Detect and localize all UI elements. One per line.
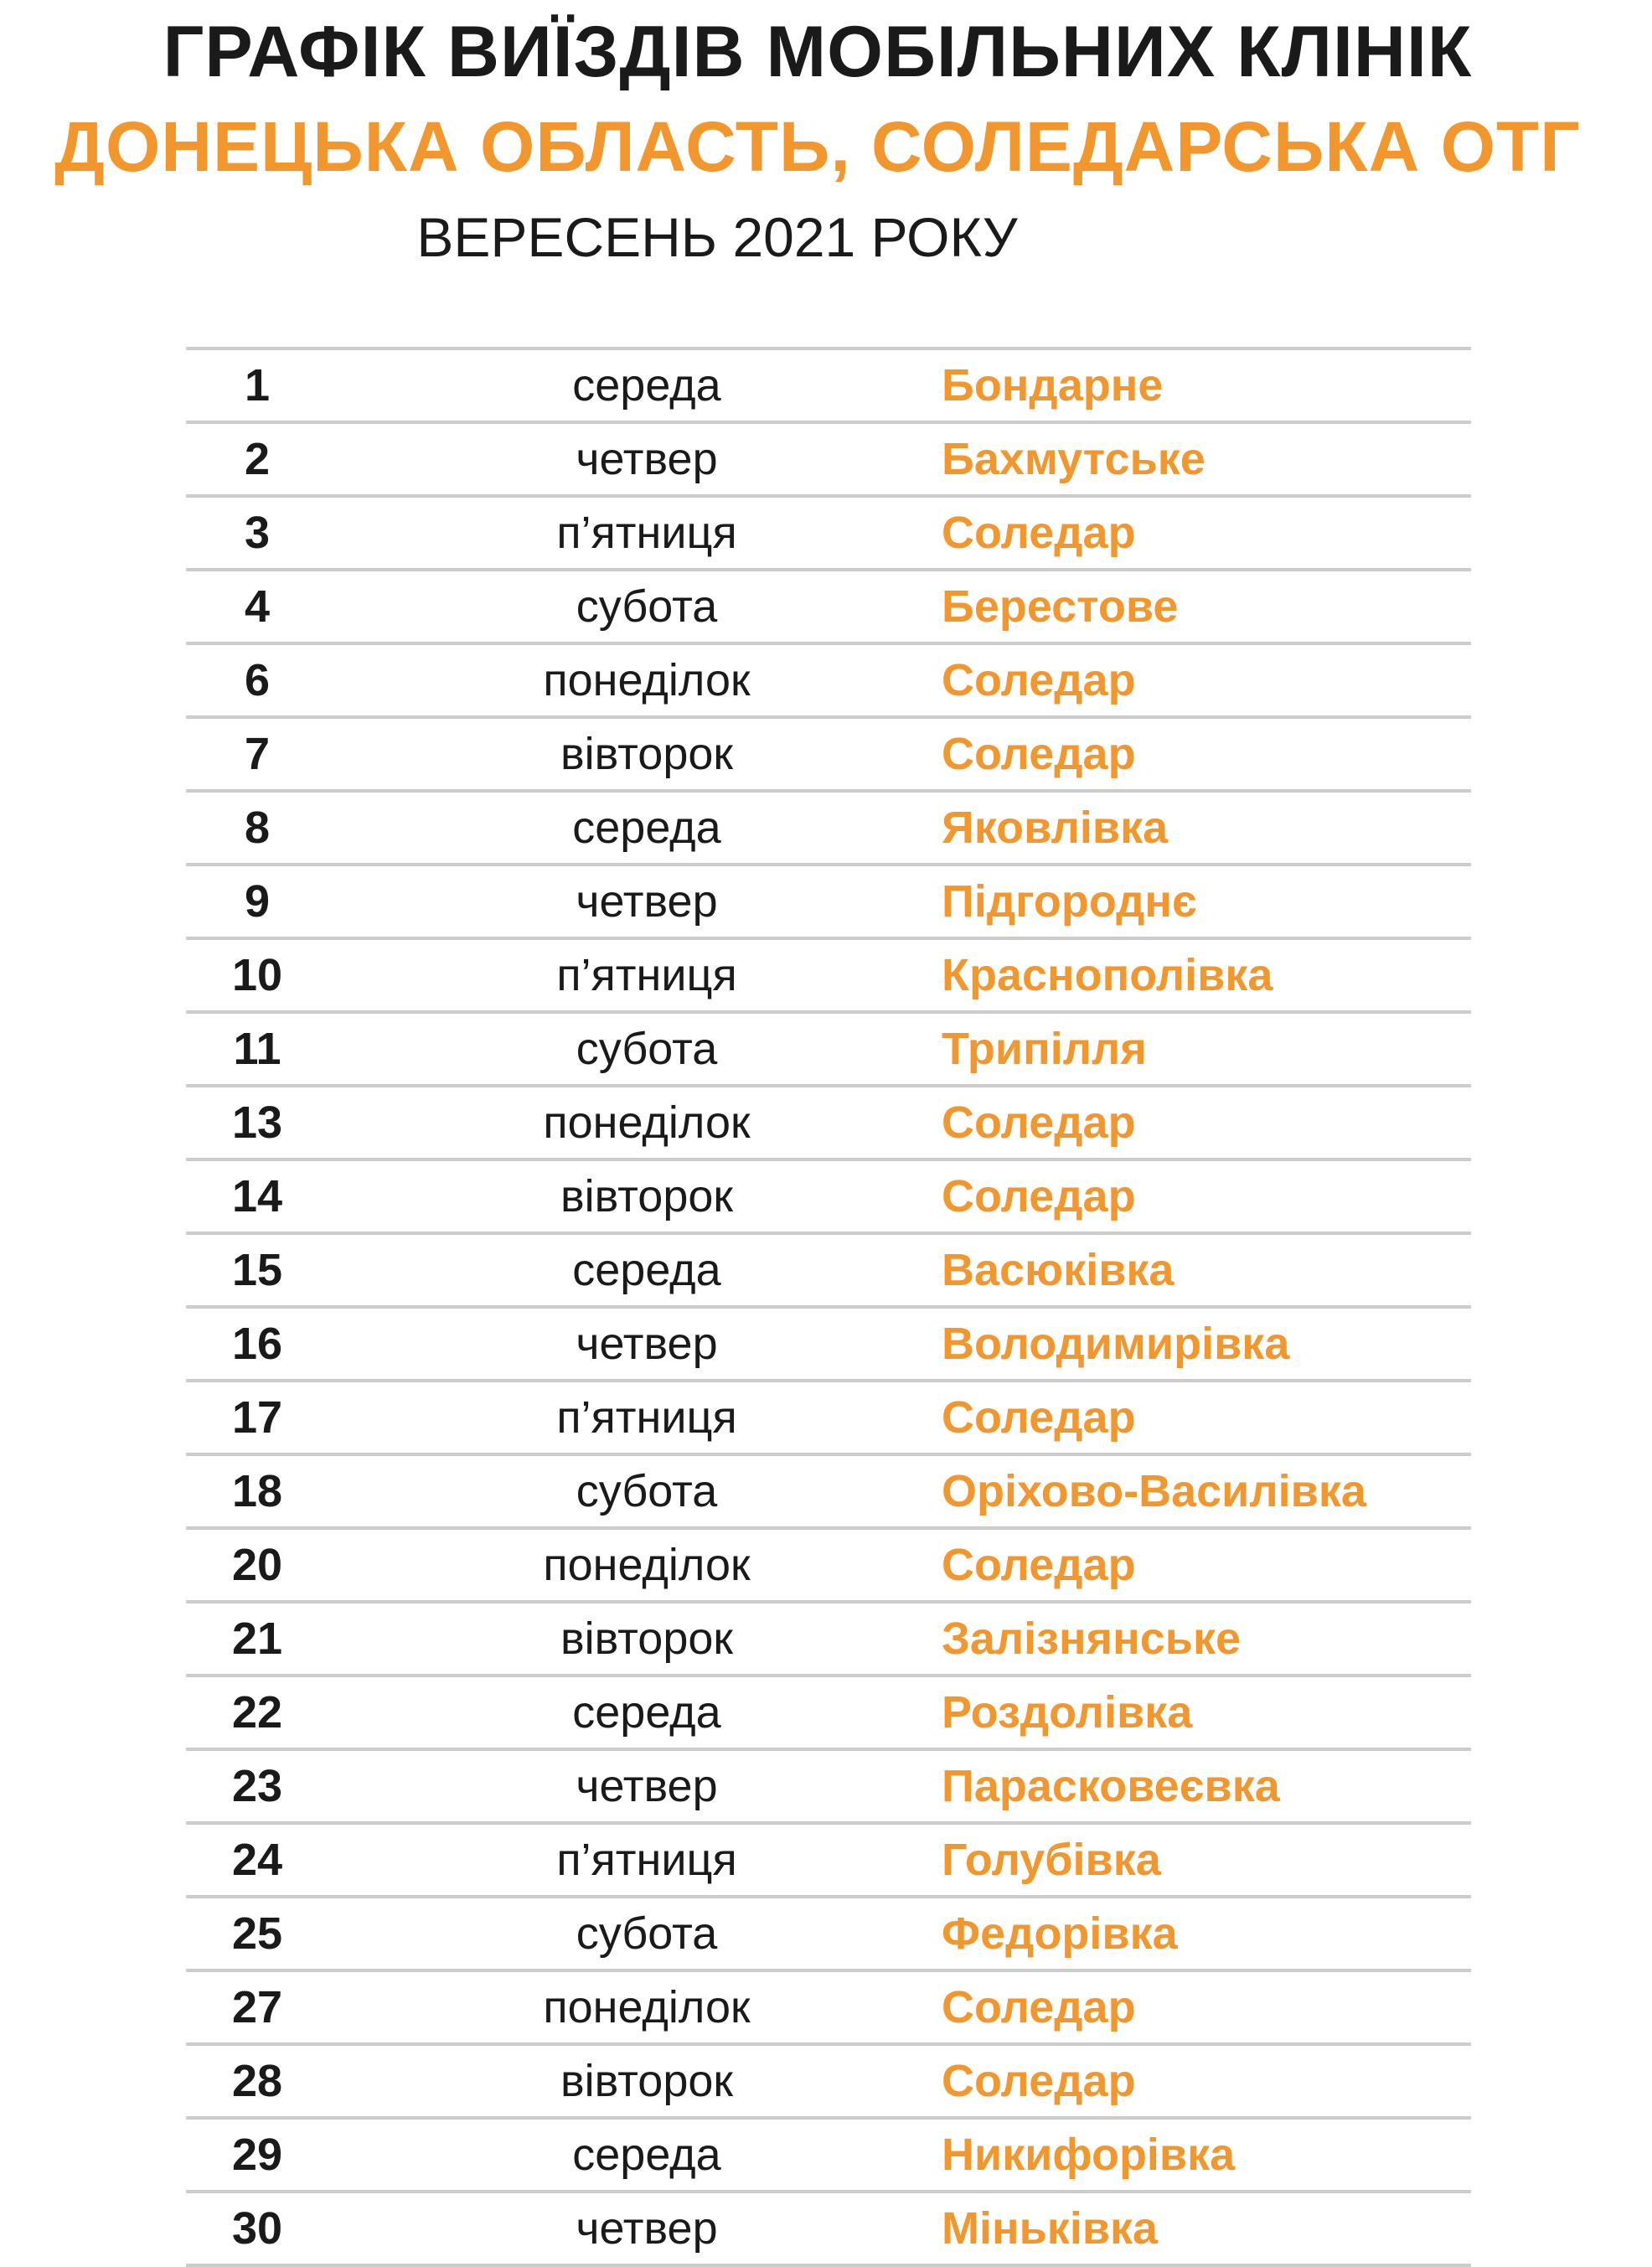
table-row [186, 1603, 1471, 1677]
settlement-name: Яковлівка [942, 803, 1169, 853]
settlement-name: Соледар [942, 1540, 1136, 1590]
day-number: 22 [231, 1687, 283, 1738]
settlement-name: Федорівка [942, 1908, 1178, 1959]
table-row [186, 2046, 1471, 2120]
weekday: п’ятниця [556, 1835, 737, 1885]
weekday: понеділок [543, 655, 751, 705]
weekday: понеділок [543, 1982, 751, 2032]
day-number: 9 [244, 876, 271, 927]
day-number: 8 [244, 803, 271, 853]
day-number: 13 [231, 1097, 283, 1148]
day-number: 27 [231, 1982, 283, 2032]
settlement-name: Краснополівка [942, 950, 1273, 1000]
table-row [186, 1309, 1471, 1382]
day-number: 10 [231, 950, 283, 1000]
table-row [186, 940, 1471, 1014]
weekday: п’ятниця [556, 950, 737, 1000]
weekday: вівторок [560, 2056, 734, 2106]
settlement-name: Соледар [942, 1171, 1136, 1221]
day-number: 7 [244, 729, 271, 779]
settlement-name: Володимирівка [942, 1319, 1290, 1369]
day-number: 1 [244, 360, 271, 411]
settlement-name: Васюківка [942, 1245, 1174, 1295]
table-row [186, 1456, 1471, 1530]
settlement-name: Бондарне [942, 360, 1164, 411]
page-title: ГРАФІК ВИЇЗДІВ МОБІЛЬНИХ КЛІНІК [163, 12, 1473, 92]
weekday: середа [572, 1245, 721, 1295]
day-number: 14 [231, 1171, 283, 1221]
table-row [186, 1382, 1471, 1456]
period-subtitle: ВЕРЕСЕНЬ 2021 РОКУ [416, 206, 1018, 268]
table-row [186, 350, 1471, 424]
table-row [186, 2120, 1471, 2193]
day-number: 24 [231, 1835, 283, 1885]
settlement-name: Соледар [942, 729, 1136, 779]
table-row [186, 1751, 1471, 1825]
settlement-name: Берестове [942, 581, 1179, 632]
weekday: середа [572, 1687, 721, 1738]
day-number: 15 [231, 1245, 283, 1295]
settlement-name: Міньківка [942, 2203, 1159, 2254]
table-row [186, 1235, 1471, 1309]
day-number: 4 [244, 581, 271, 632]
day-number: 3 [244, 508, 271, 558]
settlement-name: Бахмутське [942, 434, 1205, 484]
table-row [186, 1898, 1471, 1972]
settlement-name: Парасковеєвка [942, 1761, 1280, 1811]
day-number: 23 [231, 1761, 283, 1811]
day-number: 21 [231, 1614, 283, 1664]
settlement-name: Оріхово-Василівка [942, 1466, 1366, 1516]
settlement-name: Соледар [942, 2056, 1136, 2106]
table-row [186, 866, 1471, 940]
weekday: четвер [576, 1319, 718, 1369]
settlement-name: Підгороднє [942, 876, 1197, 927]
day-number: 17 [231, 1392, 283, 1443]
weekday: середа [572, 2130, 721, 2180]
weekday: п’ятниця [556, 1392, 737, 1443]
settlement-name: Залізнянське [942, 1614, 1242, 1664]
weekday: середа [572, 360, 721, 411]
settlement-name: Соледар [942, 508, 1136, 558]
day-number: 6 [244, 655, 271, 705]
table-row [186, 1087, 1471, 1161]
weekday: субота [576, 581, 718, 632]
settlement-name: Трипілля [942, 1024, 1147, 1074]
table-row [186, 1677, 1471, 1751]
settlement-name: Никифорівка [942, 2130, 1236, 2180]
day-number: 28 [231, 2056, 283, 2106]
weekday: п’ятниця [556, 508, 737, 558]
schedule-table [186, 347, 1471, 2267]
region-subtitle: ДОНЕЦЬКА ОБЛАСТЬ, СОЛЕДАРСЬКА ОТГ [54, 107, 1581, 186]
table-row [186, 793, 1471, 866]
day-number: 18 [231, 1466, 283, 1516]
day-number: 30 [231, 2203, 283, 2254]
weekday: понеділок [543, 1540, 751, 1590]
day-number: 16 [231, 1319, 283, 1369]
weekday: субота [576, 1908, 718, 1959]
weekday: понеділок [543, 1097, 751, 1148]
table-row [186, 719, 1471, 793]
day-number: 29 [231, 2130, 283, 2180]
table-row [186, 571, 1471, 645]
settlement-name: Роздолівка [942, 1687, 1193, 1738]
table-row [186, 498, 1471, 571]
day-number: 11 [233, 1024, 281, 1074]
table-row [186, 1972, 1471, 2046]
settlement-name: Соледар [942, 1392, 1136, 1443]
weekday: субота [576, 1466, 718, 1516]
settlement-name: Голубівка [942, 1835, 1161, 1885]
weekday: четвер [576, 876, 718, 927]
table-row [186, 1161, 1471, 1235]
weekday: вівторок [560, 1614, 734, 1664]
weekday: четвер [576, 2203, 718, 2254]
weekday: вівторок [560, 729, 734, 779]
settlement-name: Соледар [942, 1097, 1136, 1148]
table-row [186, 424, 1471, 498]
table-row [186, 1825, 1471, 1898]
weekday: четвер [576, 1761, 718, 1811]
table-row [186, 2193, 1471, 2267]
day-number: 25 [231, 1908, 283, 1959]
weekday: вівторок [560, 1171, 734, 1221]
table-row [186, 645, 1471, 719]
table-row [186, 1530, 1471, 1603]
day-number: 20 [231, 1540, 283, 1590]
settlement-name: Соледар [942, 1982, 1136, 2032]
weekday: субота [576, 1024, 718, 1074]
weekday: четвер [576, 434, 718, 484]
weekday: середа [572, 803, 721, 853]
table-row [186, 1014, 1471, 1087]
day-number: 2 [244, 434, 271, 484]
settlement-name: Соледар [942, 655, 1136, 705]
